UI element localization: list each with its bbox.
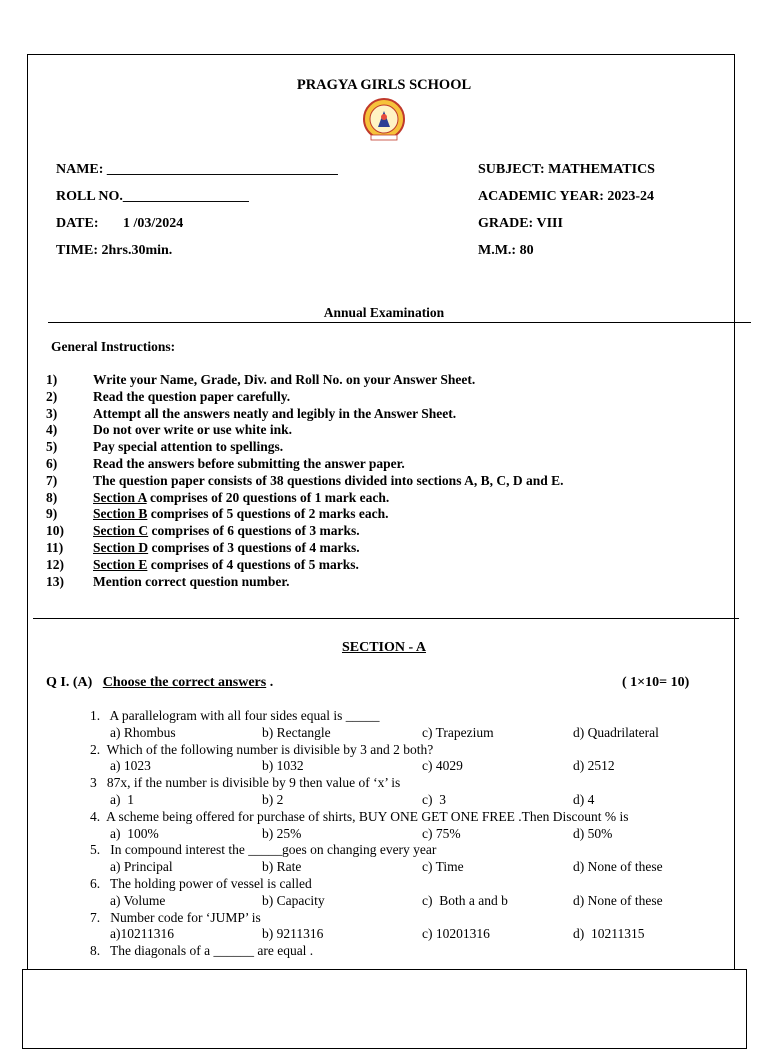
answer-option: d) 2512 — [573, 758, 615, 774]
questions-list — [90, 708, 730, 960]
question-group-instruction: Choose the correct answers — [102, 675, 267, 690]
instruction-text: Read the question paper carefully. — [93, 388, 291, 404]
instruction-item — [46, 540, 563, 557]
instruction-text: Read the answers before submitting the answer paper. — [93, 455, 405, 471]
answer-option: c) 75% — [422, 825, 461, 841]
instruction-item — [46, 456, 563, 473]
question-text: 7. Number code for ‘JUMP’ is — [90, 909, 261, 925]
instruction-text-wrap — [93, 422, 292, 439]
answer-option: a) Rhombus — [110, 724, 176, 740]
instruction-number: 6) — [46, 455, 58, 471]
instruction-text: comprises of 6 questions of 3 marks. — [148, 523, 360, 539]
answer-option: d) None of these — [573, 859, 663, 875]
answer-option: c) 3 — [422, 791, 446, 807]
instruction-item — [46, 490, 563, 507]
instruction-item — [46, 372, 563, 389]
answer-option: b) 9211316 — [262, 926, 324, 942]
instruction-text-wrap — [93, 456, 405, 473]
question-text: 1. A parallelogram with all four sides equal is _____ — [90, 708, 380, 723]
academic-year-field: ACADEMIC YEAR: 2023-24 — [478, 189, 655, 204]
divider-line — [48, 322, 751, 323]
answer-option: b) Capacity — [262, 892, 325, 908]
subject-field: SUBJECT: MATHEMATICS — [478, 162, 655, 177]
instruction-text-wrap — [93, 389, 290, 406]
instruction-number: 9) — [46, 506, 58, 522]
instruction-text-wrap — [93, 473, 563, 490]
instruction-text-wrap — [93, 523, 360, 540]
answer-option: a) 1 — [110, 791, 134, 807]
instruction-text-wrap — [93, 506, 389, 523]
time-field: TIME: 2hrs.30min. — [56, 243, 173, 258]
answer-option: b) 2 — [262, 791, 284, 807]
instruction-text: comprises of 20 questions of 1 mark each. — [146, 489, 390, 505]
grade-field: GRADE: VIII — [478, 216, 563, 231]
instruction-number: 13) — [46, 573, 64, 589]
instruction-text: The question paper consists of 38 questions divided into sections A, B, C, D and E. — [93, 472, 564, 488]
instruction-text: comprises of 3 questions of 4 marks. — [148, 539, 360, 555]
instruction-section-name: Section A — [93, 489, 147, 505]
instruction-text-wrap — [93, 490, 389, 507]
instruction-item — [46, 439, 563, 456]
answer-option: b) 1032 — [262, 758, 304, 774]
instruction-item — [46, 557, 563, 574]
section-title: SECTION - A — [341, 640, 427, 655]
instruction-number: 8) — [46, 489, 58, 505]
question-text: 2. Which of the following number is divisible by 3 and 2 both? — [90, 741, 434, 757]
instruction-text-wrap — [93, 439, 283, 456]
instruction-item — [46, 523, 563, 540]
question-text: 3 87x, if the number is divisible by 9 then value of ‘x’ is — [90, 775, 401, 791]
instruction-number: 1) — [46, 372, 58, 387]
answer-option: a) Principal — [110, 859, 173, 875]
answer-option: c) 10201316 — [422, 926, 490, 942]
instruction-text: Write your Name, Grade, Div. and Roll No. on your Answer Sheet. — [93, 372, 476, 387]
answer-option: d) 50% — [573, 825, 613, 841]
instruction-number: 2) — [46, 388, 58, 404]
instruction-section-name: Section E — [93, 556, 148, 572]
instruction-text: Pay special attention to spellings. — [93, 439, 284, 455]
question-options — [90, 926, 730, 943]
date-label: DATE: — [56, 216, 99, 231]
instruction-number: 10) — [46, 523, 64, 539]
question-text: 4. A scheme being offered for purchase of shirts, BUY ONE GET ONE FREE .Then Discount % is — [90, 808, 629, 824]
instruction-item — [46, 473, 563, 490]
instruction-text-wrap — [93, 372, 475, 389]
answer-option: d) Quadrilateral — [573, 724, 659, 740]
question-text: 5. In compound interest the _____goes on changing every year — [90, 842, 437, 858]
instruction-text: Attempt all the answers neatly and legibly in the Answer Sheet. — [93, 405, 457, 421]
question-text: 6. The holding power of vessel is called — [90, 875, 312, 891]
question-group-suffix: . — [266, 675, 274, 690]
instruction-text-wrap — [93, 540, 360, 557]
general-instructions-title: General Instructions: — [51, 339, 176, 354]
answer-option: d) None of these — [573, 892, 663, 908]
question-text: 8. The diagonals of a ______ are equal . — [90, 943, 314, 959]
answer-option: a) 100% — [110, 825, 159, 841]
instruction-number: 5) — [46, 439, 58, 455]
answer-option: c) Both a and b — [422, 892, 508, 908]
instruction-text-wrap — [93, 557, 359, 574]
instruction-text: comprises of 5 questions of 2 marks each. — [147, 506, 389, 522]
instruction-text: Mention correct question number. — [93, 573, 290, 589]
instruction-item — [46, 574, 563, 591]
question-options — [90, 758, 730, 775]
max-marks-field: M.M.: 80 — [478, 243, 534, 258]
date-value: 1 /03/2024 — [123, 216, 184, 231]
instruction-section-name: Section C — [93, 523, 149, 539]
answer-option: c) Trapezium — [422, 724, 494, 740]
instruction-section-name: Section B — [93, 506, 148, 522]
name-field: NAME: _________________________________ — [56, 162, 338, 177]
instruction-text: Do not over write or use white ink. — [93, 422, 292, 438]
instructions-list — [46, 372, 563, 590]
instruction-text-wrap — [93, 406, 456, 423]
instruction-number: 12) — [46, 556, 64, 572]
question-options — [90, 893, 730, 910]
answer-option: d) 4 — [573, 791, 595, 807]
question-options — [90, 826, 730, 843]
instruction-item — [46, 389, 563, 406]
answer-option: b) 25% — [262, 825, 302, 841]
instruction-item — [46, 506, 563, 523]
answer-option: a)10211316 — [110, 926, 174, 942]
instruction-item — [46, 406, 563, 423]
exam-title: Annual Examination — [323, 305, 445, 320]
instruction-number: 7) — [46, 472, 58, 488]
school-name: PRAGYA GIRLS SCHOOL — [296, 77, 472, 93]
next-page-box — [22, 969, 747, 1049]
instruction-section-name: Section D — [93, 539, 149, 555]
answer-option: d) 10211315 — [573, 926, 645, 942]
question-options — [90, 725, 730, 742]
question-options — [90, 792, 730, 809]
instruction-number: 4) — [46, 422, 58, 438]
question-options — [90, 859, 730, 876]
instruction-text: comprises of 4 questions of 5 marks. — [147, 556, 359, 572]
instruction-number: 11) — [46, 539, 64, 555]
question-group-heading — [46, 675, 273, 691]
instruction-item — [46, 422, 563, 439]
answer-option: b) Rate — [262, 859, 302, 875]
divider-line — [33, 618, 739, 619]
question-group-label: Q I. (A) — [46, 675, 93, 690]
school-crest-icon — [361, 97, 407, 143]
answer-option: a) 1023 — [110, 758, 151, 774]
instruction-number: 3) — [46, 405, 58, 421]
instruction-text-wrap — [93, 574, 290, 591]
question-group-marks: ( 1×10= 10) — [622, 675, 690, 690]
answer-option: a) Volume — [110, 892, 166, 908]
answer-option: c) Time — [422, 859, 464, 875]
answer-option: b) Rectangle — [262, 724, 331, 740]
roll-no-field: ROLL NO.__________________ — [56, 189, 249, 204]
answer-option: c) 4029 — [422, 758, 463, 774]
